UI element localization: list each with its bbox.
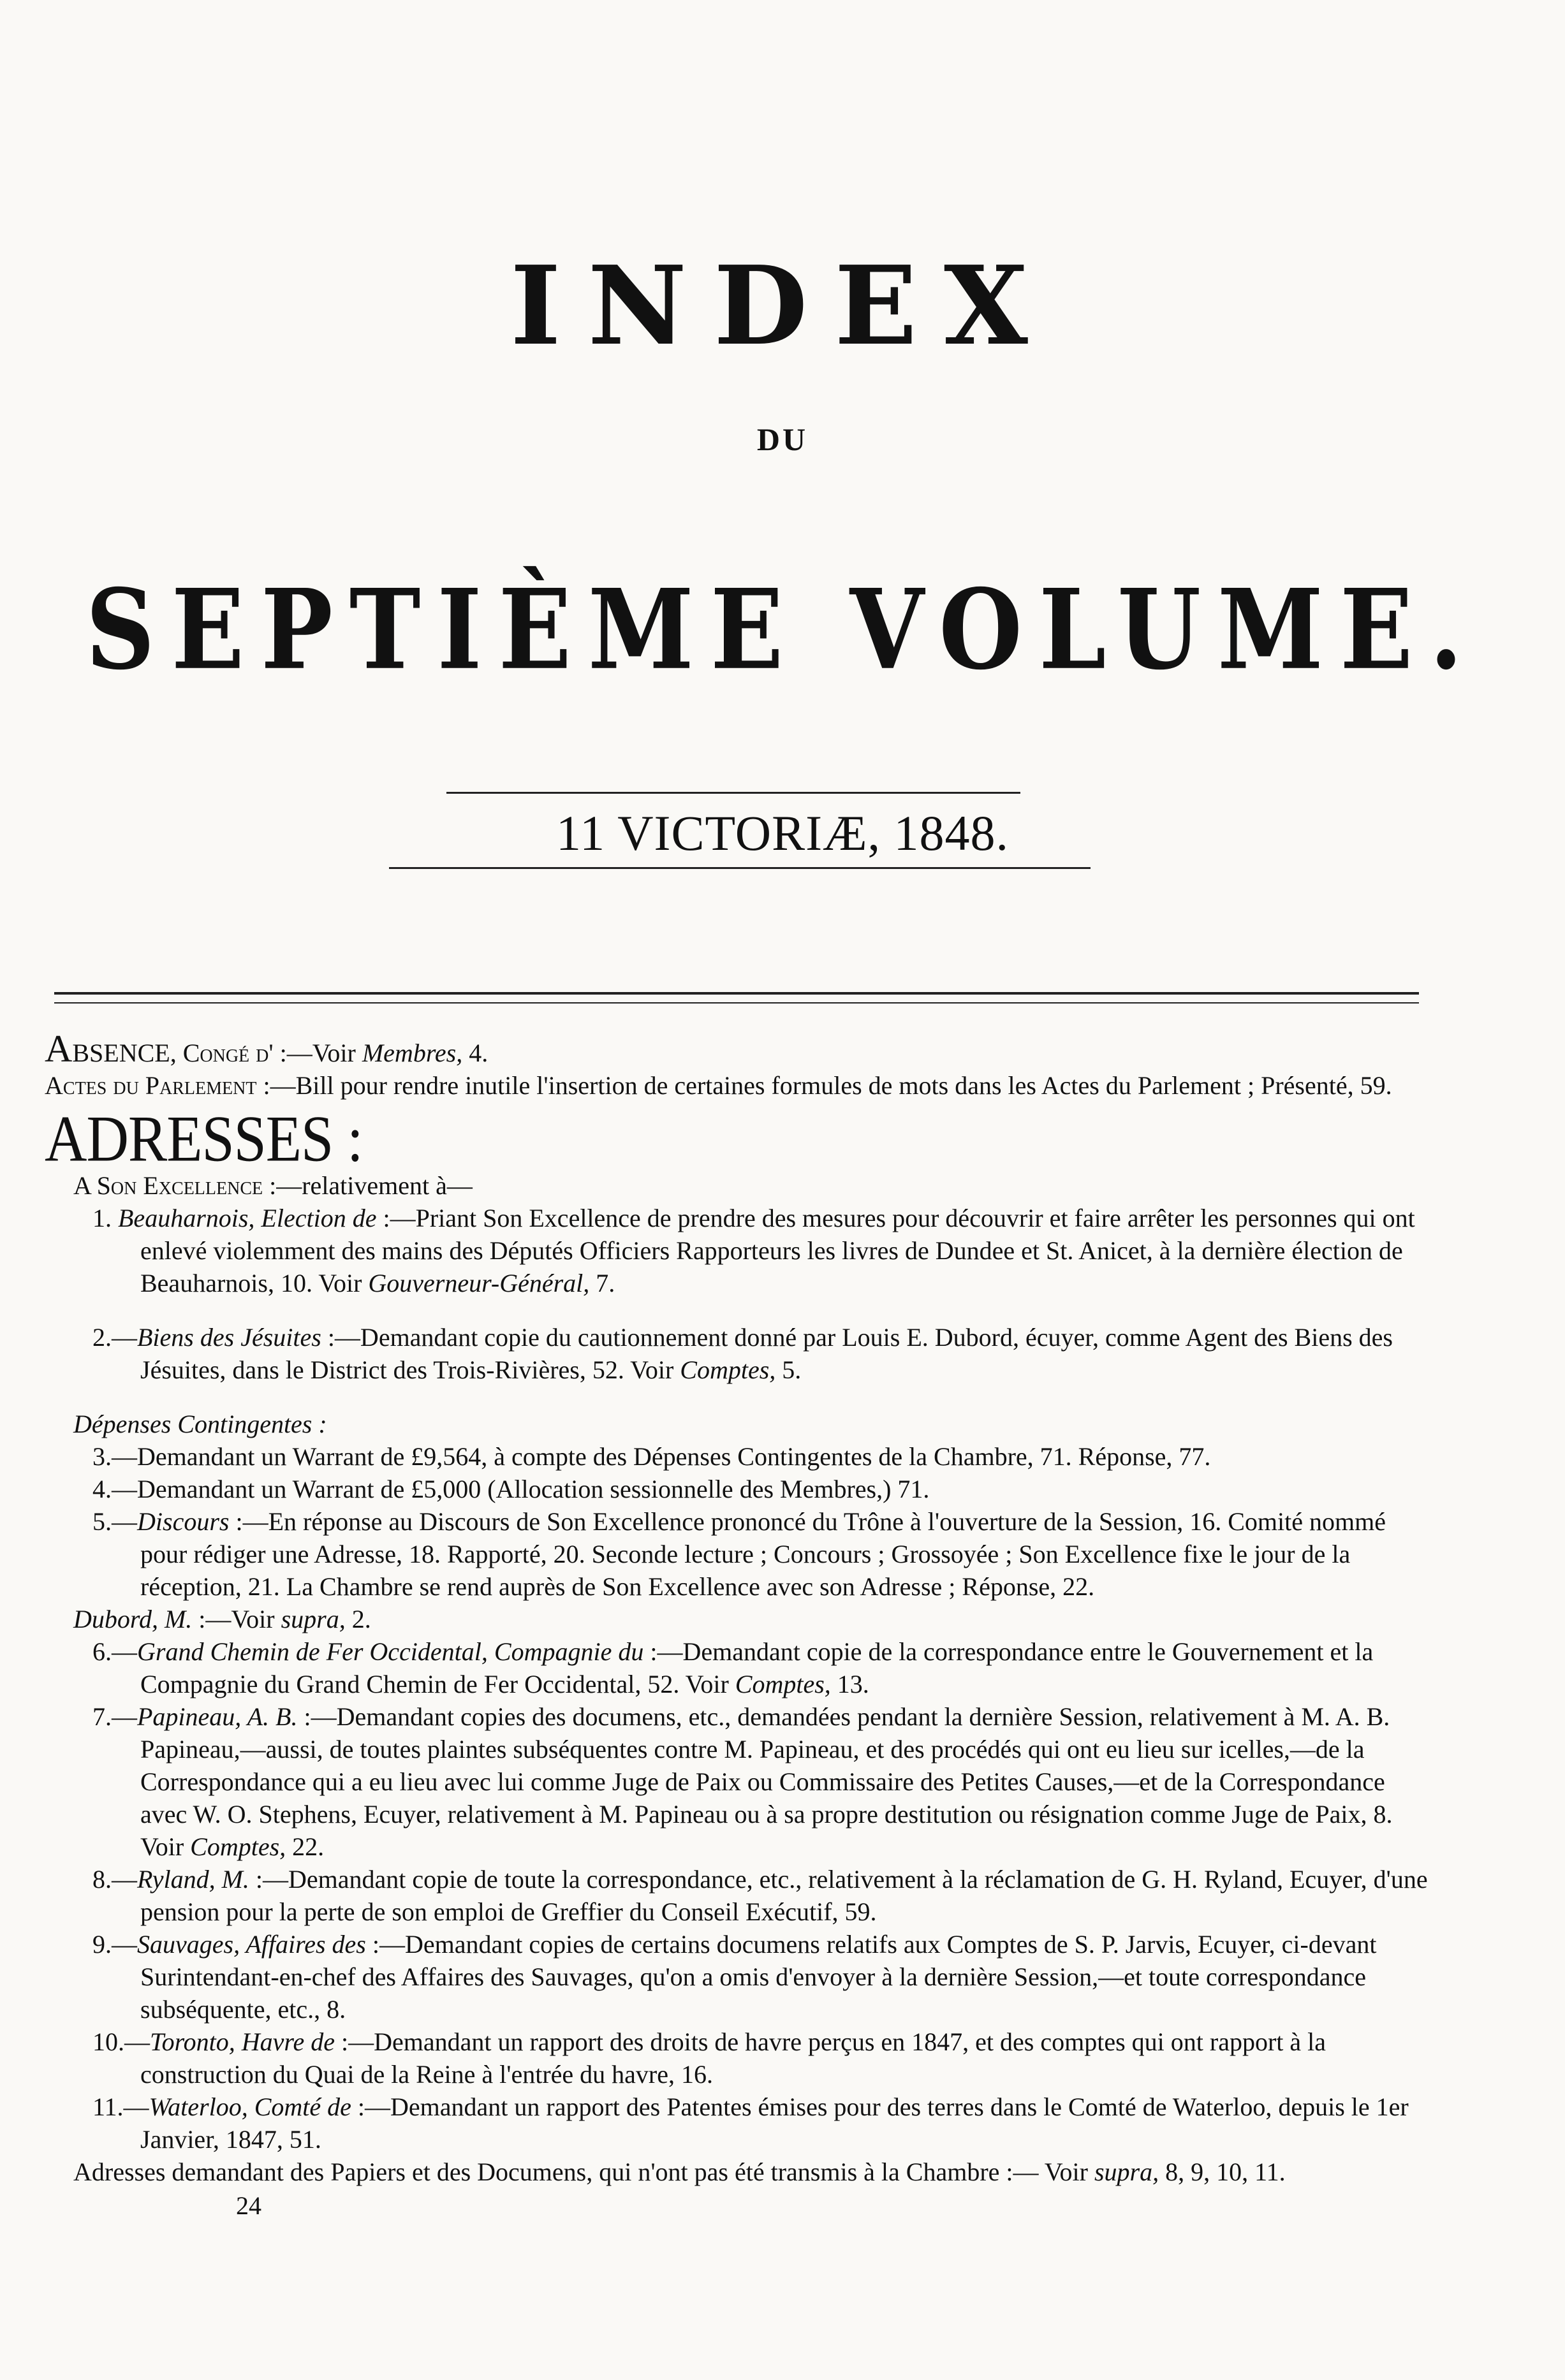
rule-double-thick bbox=[54, 992, 1419, 995]
entry-dubord bbox=[45, 1603, 1429, 1635]
actes-text: :—Bill pour rendre inutile l'insertion de certaines formules de mots dans les Actes du Parlement ; Présenté, 59. bbox=[256, 1071, 1392, 1100]
absence-ref: Membres, bbox=[362, 1039, 463, 1067]
title-du: DU bbox=[756, 421, 809, 457]
rule-under-year bbox=[389, 867, 1091, 869]
item-text: :—Demandant copies de certains documens relatifs aux Comptes de S. P. Jarvis, Ecuyer, ci-devant Surintendant-en-chef des Affaires des Sauvages, qu'on a omis d'envoyer à la dernière Session,—et toute correspondance subséquente, etc., 8. bbox=[140, 1930, 1377, 2024]
entry-item-9 bbox=[45, 1928, 1429, 2026]
item-text: :—Demandant copie de la correspondance entre le Gouvernement et la Compagnie du Grand Chemin de Fer Occidental, 52. Voir bbox=[140, 1637, 1374, 1698]
final-ref: supra, bbox=[1094, 2157, 1159, 2186]
son-excellence-label: A Son Excellence bbox=[73, 1171, 263, 1200]
actes-head: Actes du Parlement bbox=[45, 1071, 257, 1100]
item-number: 9.— bbox=[92, 1930, 137, 1959]
son-excellence-text: :—relativement à— bbox=[263, 1171, 473, 1200]
item-title: Beauharnois, Election de bbox=[118, 1204, 377, 1232]
entry-item-8 bbox=[45, 1863, 1429, 1928]
dubord-tail: 2. bbox=[345, 1605, 371, 1633]
item-number: 6.— bbox=[92, 1637, 137, 1666]
final-text: Adresses demandant des Papiers et des Documens, qui n'ont pas été transmis à la Chambre :— Voir bbox=[73, 2157, 1094, 2186]
dubord-ref: supra, bbox=[281, 1605, 346, 1633]
item-ref: Comptes, bbox=[680, 1355, 776, 1384]
item-ref: Comptes, bbox=[735, 1670, 831, 1698]
entry-item-2 bbox=[45, 1321, 1429, 1386]
item-title: Sauvages, Affaires des bbox=[137, 1930, 366, 1959]
item-number: 5.— bbox=[92, 1507, 137, 1536]
adresses-heading: ADRESSES : bbox=[45, 1102, 363, 1176]
entry-item-3 bbox=[45, 1440, 1429, 1473]
item-number: 4.— bbox=[92, 1475, 137, 1503]
item-title: Grand Chemin de Fer Occidental, Compagnie du bbox=[137, 1637, 644, 1666]
item-tail: 22. bbox=[286, 1832, 325, 1861]
item-number: 1. bbox=[92, 1204, 112, 1232]
rule-double-thin bbox=[54, 1002, 1419, 1004]
item-number: 11.— bbox=[92, 2092, 149, 2121]
entry-item-6 bbox=[45, 1635, 1429, 1700]
item-tail: 13. bbox=[830, 1670, 869, 1698]
entry-item-10 bbox=[45, 2026, 1429, 2091]
item-number: 10.— bbox=[92, 2027, 150, 2056]
item-title: Ryland, M. bbox=[137, 1865, 249, 1894]
entry-item-7 bbox=[45, 1700, 1429, 1863]
item-number: 3.— bbox=[92, 1442, 137, 1471]
item-text: :—En réponse au Discours de Son Excellence prononcé du Trône à l'ouverture de la Session, 16. Comité nommé pour rédiger une Adresse, 18. Rapporté, 20. Seconde lecture ; Concours ; Grossoyée ; Son Excellence fixe le jour de la réception, 21. La Chambre se rend auprès de Son Excellence avec son Adresse ; Réponse, 22. bbox=[140, 1507, 1386, 1601]
item-title: Discours bbox=[137, 1507, 230, 1536]
absence-text: :—Voir bbox=[273, 1039, 362, 1067]
item-number: 7.— bbox=[92, 1702, 137, 1731]
item-ref: Comptes, bbox=[190, 1832, 286, 1861]
item-title: Biens des Jésuites bbox=[137, 1323, 321, 1352]
depenses-heading-text: Dépenses Contingentes : bbox=[73, 1410, 327, 1438]
absence-tail: 4. bbox=[462, 1039, 489, 1067]
item-text: :—Demandant copie de toute la correspondance, etc., relativement à la réclamation de G. H. Ryland, Ecuyer, d'une pension pour la perte de son emploi de Greffier du Conseil Exécutif, 59. bbox=[140, 1865, 1428, 1926]
title-year: 11 VICTORIÆ, 1848. bbox=[556, 805, 1009, 861]
item-text: :—Demandant un rapport des Patentes émises pour des terres dans le Comté de Waterloo, depuis le 1er Janvier, 1847, 51. bbox=[140, 2092, 1409, 2154]
spacer bbox=[45, 1386, 1429, 1408]
item-title: Waterloo, Comté de bbox=[149, 2092, 351, 2121]
absence-initial: A bbox=[45, 1028, 73, 1070]
item-number: 2.— bbox=[92, 1323, 137, 1352]
item-text: Demandant un Warrant de £9,564, à compte des Dépenses Contingentes de la Chambre, 71. Réponse, 77. bbox=[137, 1442, 1211, 1471]
entry-absence bbox=[45, 1028, 1429, 1070]
item-title: Toronto, Havre de bbox=[150, 2027, 335, 2056]
dubord-title: Dubord, M. bbox=[73, 1605, 193, 1633]
absence-sub: Congé d' bbox=[176, 1039, 274, 1067]
title-volume: SEPTIÈME VOLUME. bbox=[85, 565, 1480, 695]
item-ref: Gouverneur-Général, bbox=[368, 1269, 590, 1297]
entry-item-5 bbox=[45, 1505, 1429, 1603]
item-text: :—Demandant copie du cautionnement donné par Louis E. Dubord, écuyer, comme Agent des Biens des Jésuites, dans le District des Trois-Rivières, 52. Voir bbox=[140, 1323, 1393, 1384]
final-tail: 8, 9, 10, 11. bbox=[1159, 2157, 1286, 2186]
item-text: Demandant un Warrant de £5,000 (Allocation sessionnelle des Membres,) 71. bbox=[137, 1475, 930, 1503]
absence-head: BSENCE, bbox=[72, 1039, 177, 1067]
spacer bbox=[45, 1299, 1429, 1321]
item-text: :—Priant Son Excellence de prendre des mesures pour découvrir et faire arrêter les personnes qui ont enlevé violemment des mains des Députés Officiers Rapporteurs les livres de Dundee et St. Anicet, à la dernière élection de Beauharnois, 10. Voir bbox=[140, 1204, 1415, 1297]
title-index: INDEX bbox=[510, 242, 1055, 370]
index-body bbox=[45, 1028, 1429, 2247]
item-tail: 7. bbox=[589, 1269, 615, 1297]
dubord-text: :—Voir bbox=[192, 1605, 281, 1633]
entry-final bbox=[45, 2156, 1429, 2188]
item-text: :—Demandant copies des documens, etc., demandées pendant la dernière Session, relativement à M. A. B. Papineau,—aussi, de toutes plaintes subséquentes contre M. Papineau, et des procédés qui ont eu lieu sur icelles,—de la Correspondance qui a eu lieu avec lui comme Juge de Paix ou Commissaire des Petites Causes,—et de la Correspondance avec W. O. Stephens, Ecuyer, relativement à M. Papineau ou à sa propre destitution ou résignation comme Juge de Paix, 8. Voir bbox=[140, 1702, 1393, 1861]
rule-top bbox=[446, 792, 1020, 794]
item-number: 8.— bbox=[92, 1865, 137, 1894]
item-text: :—Demandant un rapport des droits de havre perçus en 1847, et des comptes qui ont rapport à la construction du Quai de la Reine à l'entrée du havre, 16. bbox=[140, 2027, 1326, 2089]
entry-item-4 bbox=[45, 1473, 1429, 1505]
depenses-heading bbox=[45, 1408, 1429, 1440]
entry-item-1 bbox=[45, 1202, 1429, 1299]
item-tail: 5. bbox=[775, 1355, 802, 1384]
entry-actes bbox=[45, 1069, 1429, 1102]
entry-item-11 bbox=[45, 2091, 1429, 2156]
signature-mark: 24 bbox=[236, 2191, 261, 2220]
item-title: Papineau, A. B. bbox=[137, 1702, 298, 1731]
